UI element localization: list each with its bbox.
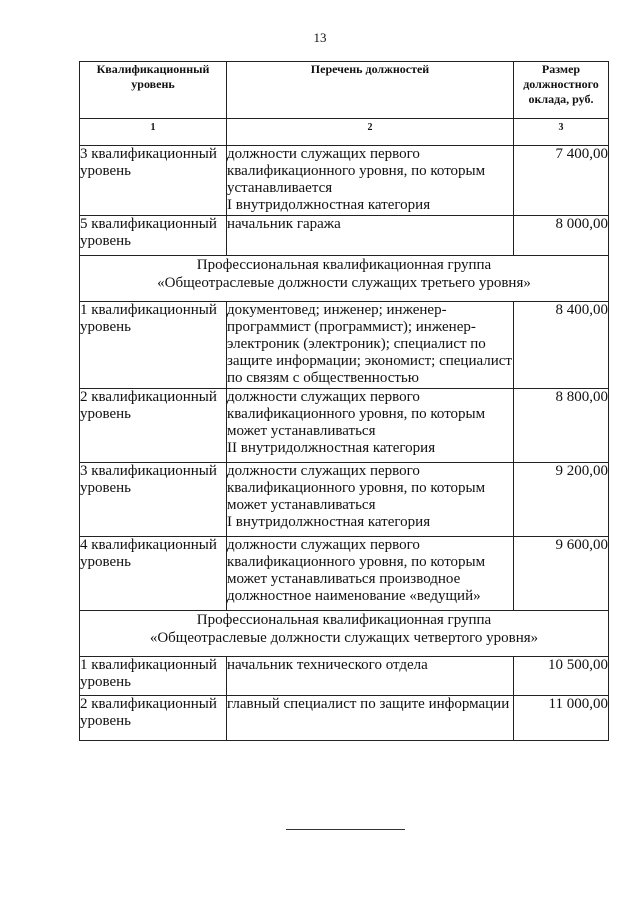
salary-cell: 8 400,00 bbox=[514, 302, 609, 389]
group-row bbox=[80, 611, 609, 657]
positions-cell: должности служащих первого квалификационного уровня, по которым может устанавливаться II внутридолжностная категория bbox=[227, 389, 514, 463]
positions-category: I внутридолжностная категория bbox=[227, 197, 431, 213]
salary-cell: 8 000,00 bbox=[514, 216, 609, 256]
table-row bbox=[80, 463, 609, 537]
header-positions: Перечень должностей bbox=[227, 62, 514, 119]
level-cell: 2 квалификационный уровень bbox=[80, 389, 227, 463]
positions-cell: должности служащих первого квалификационного уровня, по которым может устанавливаться I внутридолжностная категория bbox=[227, 463, 514, 537]
column-number-1: 1 bbox=[80, 119, 227, 146]
column-number-2: 2 bbox=[227, 119, 514, 146]
table-row bbox=[80, 389, 609, 463]
salary-cell: 9 600,00 bbox=[514, 537, 609, 611]
level-cell: 2 квалификационный уровень bbox=[80, 696, 227, 741]
level-cell: 1 квалификационный уровень bbox=[80, 302, 227, 389]
positions-cell: начальник технического отдела bbox=[227, 657, 514, 696]
header-salary: Размер должностного оклада, руб. bbox=[514, 62, 609, 119]
positions-cell: должности служащих первого квалификационного уровня, по которым может устанавливаться производное должностное наименование «ведущий» bbox=[227, 537, 514, 611]
table-header-row bbox=[80, 62, 609, 119]
level-cell: 1 квалификационный уровень bbox=[80, 657, 227, 696]
level-cell: 4 квалификационный уровень bbox=[80, 537, 227, 611]
level-cell: 3 квалификационный уровень bbox=[80, 463, 227, 537]
level-cell: 5 квалификационный уровень bbox=[80, 216, 227, 256]
column-number-3: 3 bbox=[514, 119, 609, 146]
table-row bbox=[80, 302, 609, 389]
closing-rule bbox=[286, 829, 405, 830]
group-heading: Профессиональная квалификационная группа «Общеотраслевые должности служащих четвертого уровня» bbox=[80, 611, 609, 657]
salary-cell: 7 400,00 bbox=[514, 146, 609, 216]
table-row bbox=[80, 657, 609, 696]
salary-cell: 8 800,00 bbox=[514, 389, 609, 463]
positions-cell: начальник гаража bbox=[227, 216, 514, 256]
column-number-row bbox=[80, 119, 609, 146]
page-number: 13 bbox=[313, 30, 327, 45]
table-row bbox=[80, 146, 609, 216]
positions-cell: документовед; инженер; инженер-программист (программист); инженер-электроник (электроник); специалист по защите информации; экономист; специалист по связям с общественностью bbox=[227, 302, 514, 389]
salary-cell: 10 500,00 bbox=[514, 657, 609, 696]
level-cell: 3 квалификационный уровень bbox=[80, 146, 227, 216]
positions-cell: должности служащих первого квалификационного уровня, по которым устанавливается I внутридолжностная категория bbox=[227, 146, 514, 216]
group-row bbox=[80, 256, 609, 302]
table-row bbox=[80, 216, 609, 256]
table-row bbox=[80, 537, 609, 611]
salary-cell: 9 200,00 bbox=[514, 463, 609, 537]
positions-cell: главный специалист по защите информации bbox=[227, 696, 514, 741]
salary-table bbox=[79, 61, 609, 741]
header-level: Квалификационный уровень bbox=[80, 62, 227, 119]
table-row bbox=[80, 696, 609, 741]
salary-cell: 11 000,00 bbox=[514, 696, 609, 741]
group-heading: Профессиональная квалификационная группа «Общеотраслевые должности служащих третьего уровня» bbox=[80, 256, 609, 302]
